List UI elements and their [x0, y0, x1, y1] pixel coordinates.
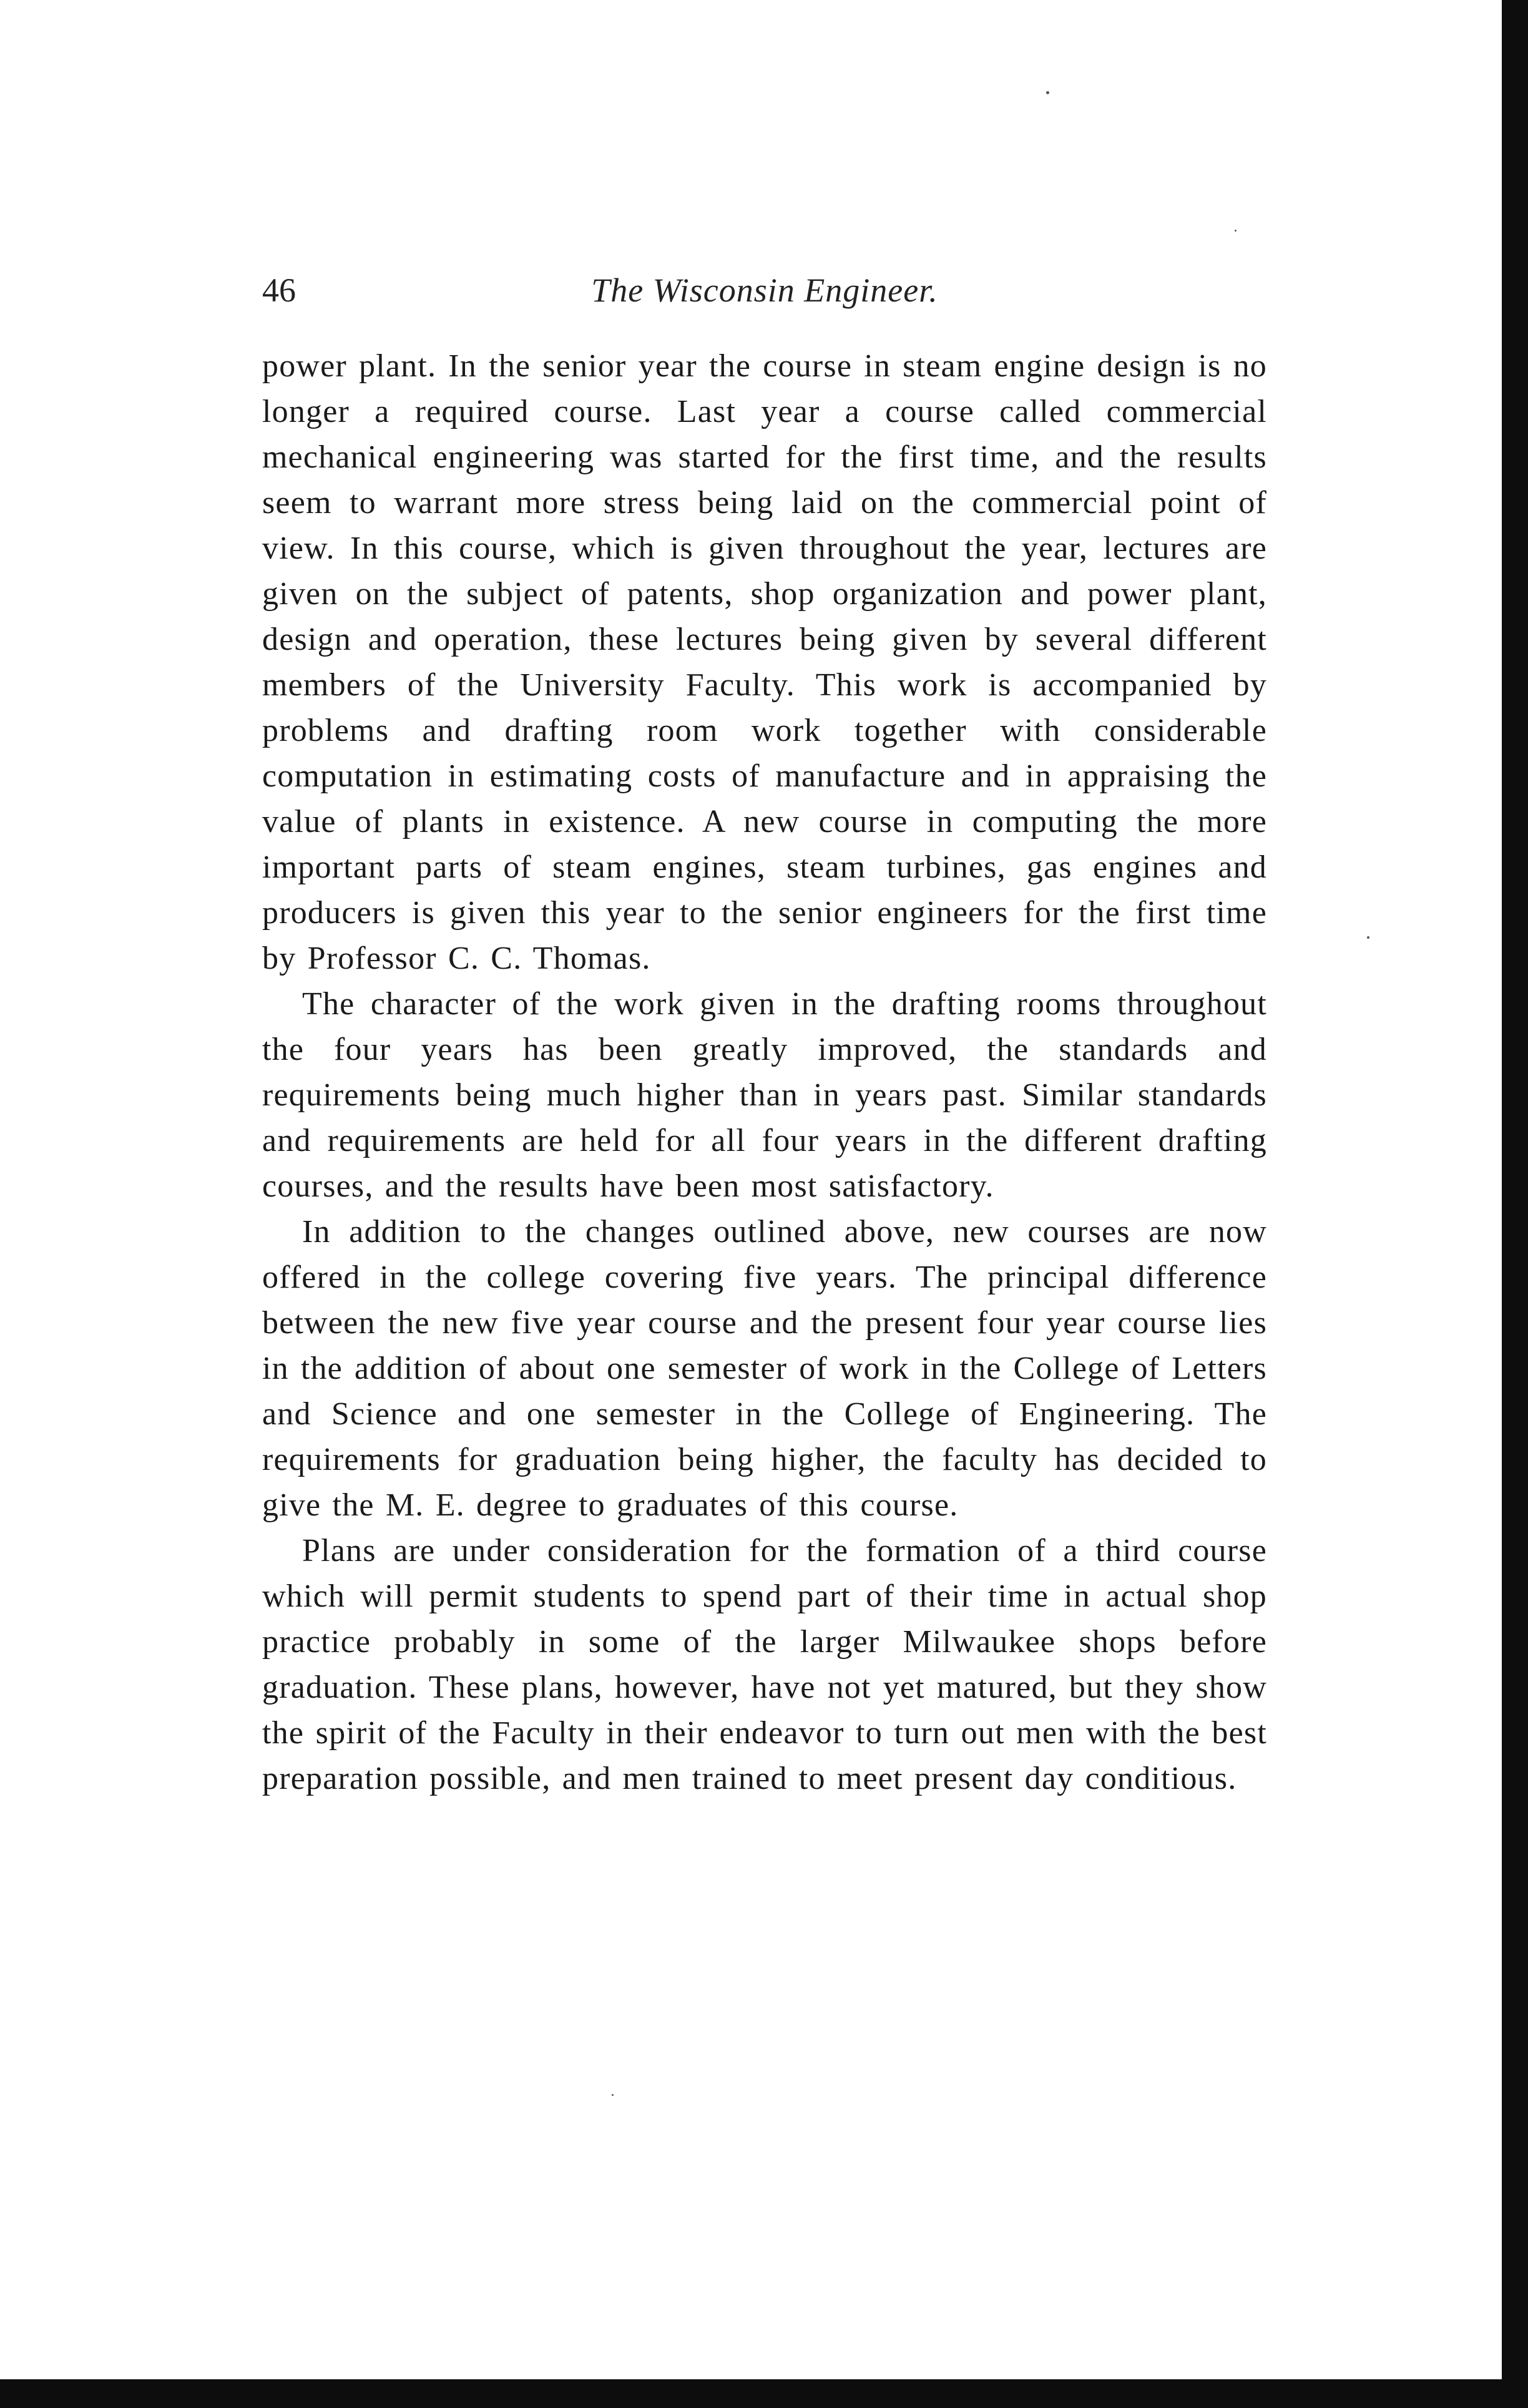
scan-speck	[1046, 91, 1049, 94]
paragraph: power plant. In the senior year the course in steam engine design is no longer a required course. Last year a course called commercial mechanical engineering was started for the first time, and the results seem to warrant more stress being laid on the commercial point of view. In this course, which is given throughout the year, lectures are given on the subject of patents, shop organization and power plant, design and operation, these lectures being given by several different members of the University Faculty. This work is accompanied by problems and drafting room work together with considerable computation in estimating costs of manufacture and in appraising the value of plants in existence. A new course in computing the more important parts of steam engines, steam turbines, gas engines and producers is given this year to the senior engineers for the first time by Professor C. C. Thomas.	[262, 348, 1267, 976]
scan-border-bottom	[0, 2379, 1528, 2408]
paragraph: The character of the work given in the drafting rooms throughout the four years has been greatly improved, the standards and requirements being much higher than in years past. Similar standards and requirements are held for all four years in the different drafting courses, and the results have been most satisfactory.	[262, 986, 1267, 1204]
paragraph: Plans are under consideration for the formation of a third course which will permit students to spend part of their time in actual shop practice probably in some of the larger Milwaukee shops before graduation. These plans, however, have not yet matured, but they show the spirit of the Faculty in their endeavor to turn out men with the best preparation possible, and men trained to meet present day conditious.	[262, 1533, 1267, 1796]
paragraph: In addition to the changes outlined above, new courses are now offered in the college covering five years. The principal difference between the new five year course and the present four year course lies in the addition of about one semester of work in the College of Letters and Science and one semester in the College of Engineering. The requirements for graduation being higher, the faculty has decided to give the M. E. degree to graduates of this course.	[262, 1214, 1267, 1523]
page-header	[262, 265, 1267, 315]
page-number: 46	[262, 272, 296, 309]
scan-speck	[1367, 936, 1369, 939]
scan-speck	[612, 2094, 614, 2096]
scan-border-right	[1502, 0, 1528, 2408]
article-body	[262, 343, 1267, 1801]
running-title: The Wisconsin Engineer.	[591, 272, 938, 309]
scan-speck	[1235, 230, 1237, 232]
